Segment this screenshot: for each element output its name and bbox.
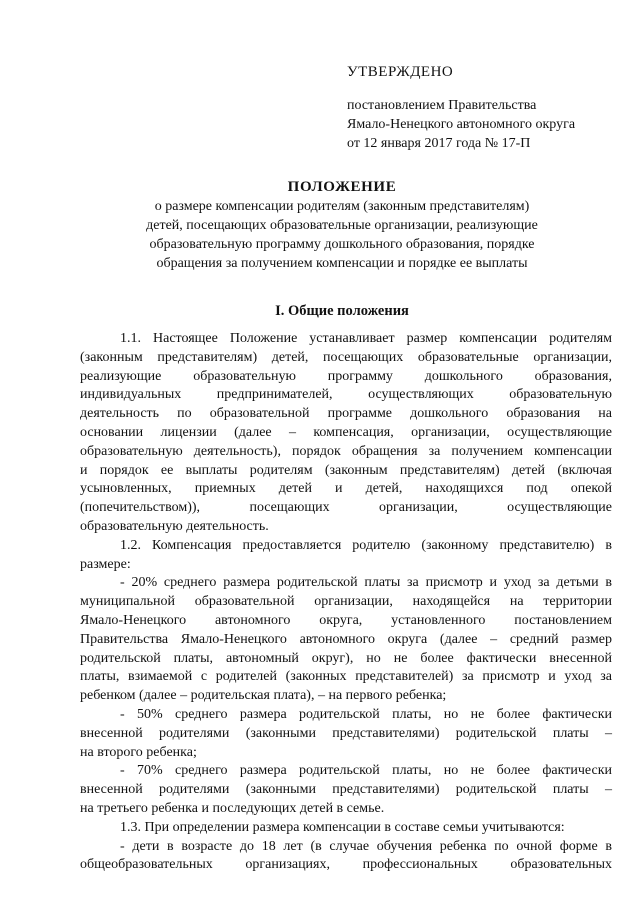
text-line: усыновленных, приемных детей и детей, находящихся под опекой — [80, 481, 612, 497]
paragraph-1-1 — [80, 330, 612, 537]
text-line: - 70% среднего размера родительской платы, но не более фактически — [120, 763, 612, 779]
text-line: образовательную деятельность. — [80, 518, 269, 534]
approval-line-2: Ямало-Ненецкого автономного округа — [347, 117, 576, 132]
document-subtitle-line: детей, посещающих образовательные организации, реализующие — [146, 218, 538, 233]
text-line: внесенной родителями (законными представителями) родительской платы – — [80, 725, 612, 741]
text-line: (попечительством)), посещающих организации, осуществляющие — [80, 500, 612, 516]
text-line: - дети в возрасте до 18 лет (в случае обучения ребенка по очной форме в — [120, 838, 612, 854]
text-line: муниципальной образовательной организации, находящейся на территории — [80, 594, 612, 610]
document-title: ПОЛОЖЕНИЕ — [287, 179, 397, 195]
text-line: Правительства Ямало-Ненецкого автономного округа (далее – средний размер — [80, 631, 612, 647]
text-line: деятельность по образовательной программе дошкольного образования на — [80, 406, 612, 422]
bullet-50-percent — [80, 706, 612, 762]
text-line: общеобразовательных организациях, профессиональных образовательных — [80, 857, 612, 873]
approval-title: УТВЕРЖДЕНО — [347, 64, 454, 80]
paragraph-1-2 — [80, 537, 612, 575]
text-line: на третьего ребенка и последующих детей в семье. — [80, 800, 385, 816]
text-line: основании лицензии (далее – компенсация, организации, осуществляющие — [80, 424, 612, 440]
section-title: I. Общие положения — [275, 303, 409, 319]
text-line: ребенком (далее – родительская плата), – на первого ребенка; — [80, 688, 447, 704]
text-line: размере: — [80, 556, 131, 572]
text-line: 1.3. При определении размера компенсации в составе семьи учитываются: — [120, 819, 565, 835]
text-line: внесенной родителями (законными представителями) родительской платы – — [80, 782, 612, 798]
paragraph-1-3 — [80, 819, 612, 838]
text-line: родительской платы, автономный округ), но не более фактически внесенной — [80, 650, 612, 666]
document-subtitle-line: образовательную программу дошкольного образования, порядке — [149, 237, 535, 252]
text-line: - 20% среднего размера родительской платы за присмотр и уход за детьми в — [120, 575, 612, 591]
document-body — [80, 330, 612, 875]
text-line: - 50% среднего размера родительской платы, но не более фактически — [120, 706, 612, 722]
text-line: 1.1. Настоящее Положение устанавливает размер компенсации родителям — [120, 331, 612, 346]
document-subtitle-line: о размере компенсации родителям (законным представителям) — [154, 199, 530, 214]
document-subtitle-line: обращения за получением компенсации и порядке ее выплаты — [156, 256, 528, 271]
bullet-70-percent — [80, 762, 612, 818]
text-line: реализующие образовательную программу дошкольного образования, — [80, 368, 612, 384]
text-line: образовательную деятельность), порядок обращения за получением компенсации — [80, 443, 612, 459]
text-line: и порядок ее выплаты родителям (законным представителям) детей (включая — [80, 462, 612, 478]
text-line: платы, взимаемой с родителей (законных представителей) за присмотр и уход за — [80, 669, 612, 685]
text-line: на второго ребенка; — [80, 744, 197, 760]
text-line: индивидуальных предпринимателей, осуществляющих образовательную — [80, 387, 612, 403]
text-line: 1.2. Компенсация предоставляется родителю (законному представителю) в — [120, 537, 612, 553]
bullet-20-percent — [80, 574, 612, 706]
text-line: Ямало-Ненецкого автономного округа, установленного постановлением — [80, 612, 612, 628]
text-line: (законным представителям) детей, посещающих образовательные организации, — [80, 349, 612, 365]
document-header — [92, 178, 592, 273]
approval-stamp — [347, 62, 617, 153]
approval-line-3: от 12 января 2017 года № 17-П — [347, 136, 531, 151]
bullet-children-under-18 — [80, 838, 612, 876]
approval-line-1: постановлением Правительства — [347, 98, 537, 113]
